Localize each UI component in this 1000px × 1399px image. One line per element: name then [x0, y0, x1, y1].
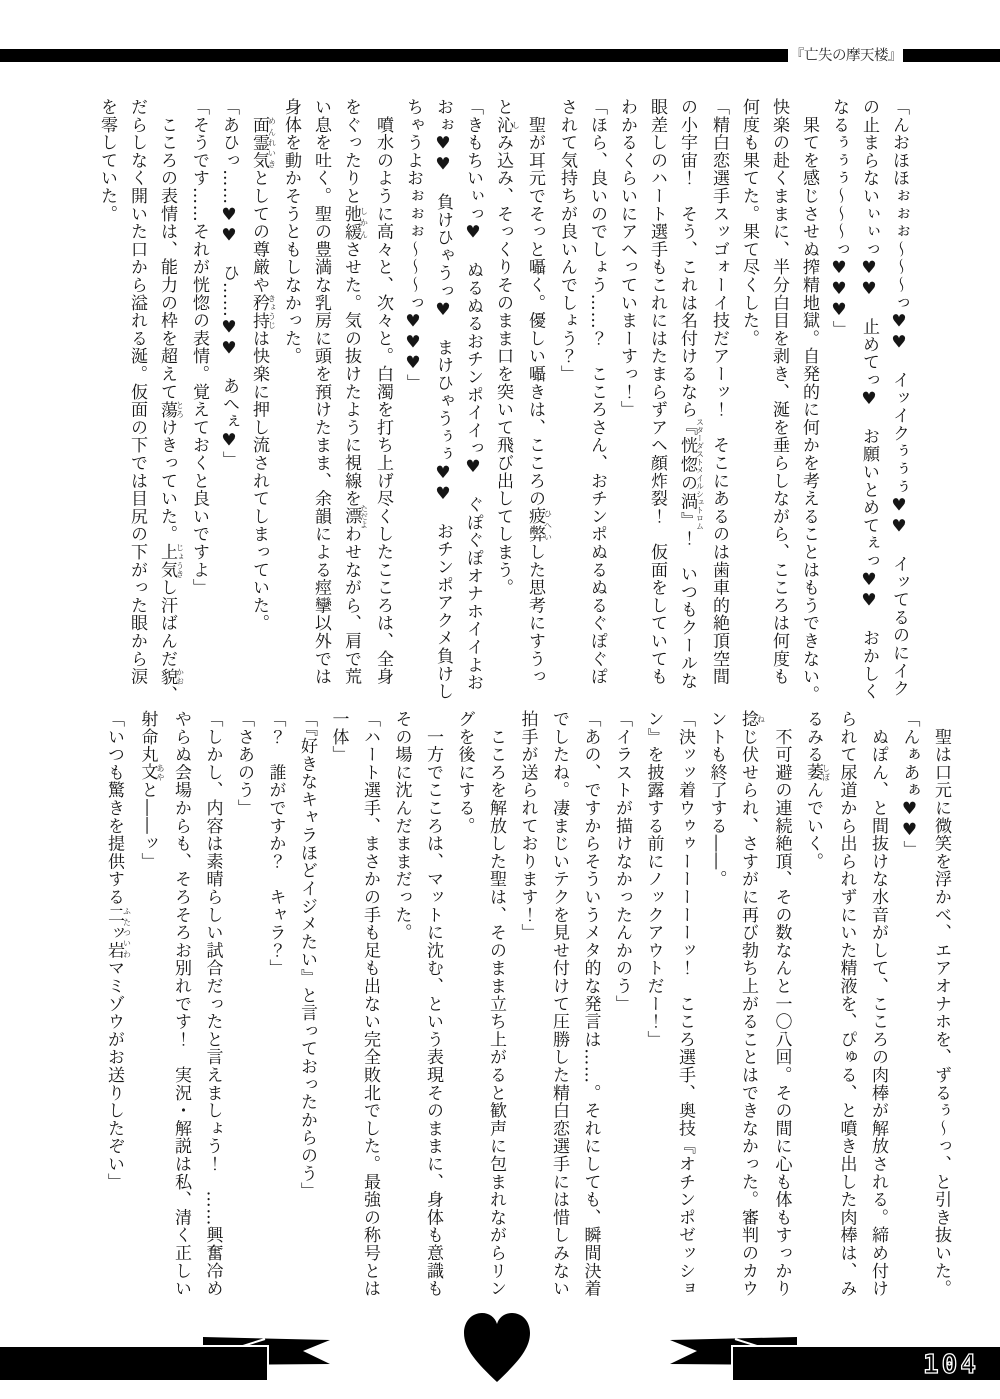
text-column: 「あひっ……♥♥ ひ……♥♥ あへぇ♥」 — [219, 98, 239, 469]
ribbon-banner-right-icon — [660, 1315, 1000, 1399]
text-column: 「決ッッ着ウゥゥーーーーーッ！ こころ選手、奥技『オチンポゼッショ — [675, 710, 695, 1298]
text-column: ン』を披露する前にノックアウトだー！」 — [643, 710, 664, 1049]
ruby-annotated-text: 二ッ岩ふたついわ — [104, 905, 132, 960]
text-column: だらしなく開いた口から溢れる涎。仮面の下では目尻の下がった眼から涙 — [127, 98, 147, 686]
text-column: やらぬ会場からも、そろそろお別れです！ 実況・解説は私、清く正しい — [171, 710, 191, 1298]
heart-divider-icon — [450, 1302, 550, 1397]
ruby-annotated-text: 疲弊ひへい — [525, 507, 553, 544]
text-column: をぐったりと弛緩しかんさせた。気の抜けたように視線を漂ただよわせながら、肩で荒 — [341, 98, 369, 686]
text-column: 快楽の赴くままに、半分白目を剥き、涎を垂らしながら、こころは何度も — [769, 98, 789, 686]
text-column: 拍手が送られております！」 — [517, 710, 538, 942]
text-column: 面霊気めんれいきとしての尊厳や矜持きょうじは快楽に押し流されてしまっていた。 — [249, 115, 277, 633]
text-column: 「いつも驚きを提供する二ッ岩ふたついわマミゾウがお送りしたぞい」 — [104, 710, 132, 1191]
text-block-top — [92, 98, 914, 704]
text-column: 「ほら、良いのでしょう……？ こころさん、おチンポぬるぬるぐぽぐぽ — [587, 98, 607, 686]
text-column: 一方でこころは、マットに沈む、という表現そのままに、身体も意識も — [423, 710, 443, 1298]
text-column: 「しかし、内容は素晴らしい試合だったと言えましょう！ ……興奮冷め — [202, 710, 223, 1298]
ruby-annotated-text: 面霊気めんれいき — [249, 115, 277, 170]
ruby-annotated-text: 捻ね — [738, 710, 766, 728]
text-column: 捻ねじ伏せられ、さすがに再び勃ち上がることはできなかった。審判のカウ — [738, 710, 766, 1298]
text-column: の小宇宙！ そう、これは名付けるなら『恍惚の渦』スターダストメイルシュトロム！ いつもクールな — [677, 98, 705, 690]
text-column: その場に沈んだままだった。 — [391, 710, 412, 942]
text-column: 「イラストが描けなかったんかのう」 — [612, 710, 632, 1013]
text-column: ぬぽん、と間抜けな水音がして、こころの肉棒が解放される。締め付け — [868, 710, 888, 1298]
text-column: 「んぁあぁ♥♥」 — [899, 710, 920, 859]
text-column: 「あの、ですからそういうメタ的な発言は……。それにしても、瞬間決着 — [580, 710, 601, 1298]
text-column: 「きもちいぃっ♥ ぬるぬるおチンポイイっ♥ ぐぽぐぽオナホイイよお — [463, 98, 483, 692]
text-column: と沁しみ込み、そっくりそのまま口を突いて飛び出してしまう。 — [493, 98, 521, 597]
ruby-annotated-text: 文あや — [137, 763, 165, 782]
ruby-annotated-text: 弛緩しかん — [341, 204, 369, 241]
text-column: 「そうです……それが恍惚の表情。覚えておくと良いですよ」 — [189, 98, 209, 597]
text-column: 聖は口元に微笑を浮かべ、エアオナホを、ずるぅ〜っ、と引き抜いた。 — [931, 710, 951, 1298]
ruby-annotated-text: 上気じょうき — [157, 543, 185, 579]
text-column: なるぅぅぅ〜〜〜っ♥♥♥」 — [829, 98, 849, 339]
text-column: の止まらないぃぃっ♥♥ 止めてっ♥ お願いとめてぇっ♥♥ おかしく — [859, 98, 879, 701]
text-column: 眼差しのハート選手もこれにはたまらずアヘ顔炸裂！ 仮面をしていても — [647, 98, 667, 686]
text-column: ントも終了する――。 — [706, 710, 727, 888]
ruby-annotated-text: 漂ただよ — [341, 504, 369, 529]
text-column: 「さあのう」 — [234, 710, 254, 817]
ruby-annotated-text: 蕩とろ — [157, 400, 185, 419]
text-column: わかるくらいにアヘっていまーすっ！」 — [617, 98, 637, 419]
text-column: 「精白恋選手スッゴォーイ技だアーッ！ そこにあるのは歯車的絶頂空間 — [709, 98, 729, 686]
text-column: こころの表情は、能力の枠を超えて蕩とろけきっていた。上気じょうきし汗ばんだ貌かお、 — [157, 98, 185, 704]
text-column: グを後にする。 — [454, 710, 475, 835]
text-column: こころを解放した聖は、そのまま立ち上がると歓声に包まれながらリン — [486, 710, 506, 1298]
ruby-annotated-text: 沁し — [493, 115, 521, 134]
text-column: 一体」 — [328, 710, 349, 764]
text-column: 「んおほほぉぉぉ〜〜〜っ♥♥ イッイクぅぅぅ♥♥ イッてるのにイク — [889, 98, 909, 698]
text-column: られて尿道から出られずにいた精液を、ぴゅる、と噴き出した肉棒は、み — [836, 710, 857, 1298]
ruby-annotated-text: 萎しぼ — [803, 763, 831, 782]
ruby-annotated-text: 貌かお — [157, 667, 185, 686]
text-column: 不可避の連続絶頂、その数なんと一〇八回。その間に心も体もすっかり — [771, 710, 792, 1298]
ruby-annotated-text: 矜持きょうじ — [249, 293, 277, 330]
header-rule-left — [0, 49, 788, 62]
page-title: 『亡失の摩天楼』 — [790, 48, 902, 64]
header-rule-right — [903, 49, 1000, 62]
text-column: でしたね。凄まじいテクを見せ付けて圧勝した精白恋選手には惜しみない — [549, 710, 569, 1298]
ruby-annotated-text: 『恍惚の渦』スターダストメイルシュトロム — [677, 417, 705, 530]
text-column: おぉ♥♥ 負けひゃうっ♥ まけひゃうぅぅ♥♥ おチンポアクメ負けし — [433, 98, 453, 701]
text-column: 射命丸文あやと――ッ」 — [137, 710, 165, 871]
text-column: 「？ 誰がですか？ キャラ？」 — [265, 710, 286, 977]
text-column: 「ハート選手、まさかの手も足も出ない完全敗北でした。最強の称号とは — [360, 710, 380, 1298]
text-column: い息を吐く。聖の豊満な乳房に頭を預けたまま、余韻による痙攣以外では — [311, 98, 331, 686]
text-column: るみる萎しぼんでいく。 — [803, 710, 831, 871]
page-number: 104 — [923, 1350, 979, 1380]
text-column: ちゃうよおぉぉぉ〜〜〜っ♥♥♥」 — [403, 98, 423, 392]
text-column: 噴水のように高々と、次々と。白濁を打ち上げ尽くしたこころは、全身 — [373, 98, 393, 686]
text-column: されて気持ちが良いんでしょう？」 — [557, 98, 577, 383]
text-column: 聖が耳元でそっと囁く。優しい囁きは、こころの疲弊ひへいした思考にすうっ — [525, 98, 553, 686]
text-column: 果てを感じさせぬ搾精地獄。自発的に何かを考えることはもうできない。 — [799, 98, 819, 704]
text-column: 身体を動かそうともしなかった。 — [281, 98, 301, 365]
text-column: 何度も果てた。果て尽くした。 — [739, 98, 759, 348]
ribbon-banner-left-icon — [0, 1315, 340, 1399]
text-column: 「『好きなキャラほどイジメたい』と言っておったからのう」 — [297, 710, 317, 1200]
text-block-bottom — [98, 710, 957, 1306]
text-column: を零していた。 — [97, 98, 117, 223]
